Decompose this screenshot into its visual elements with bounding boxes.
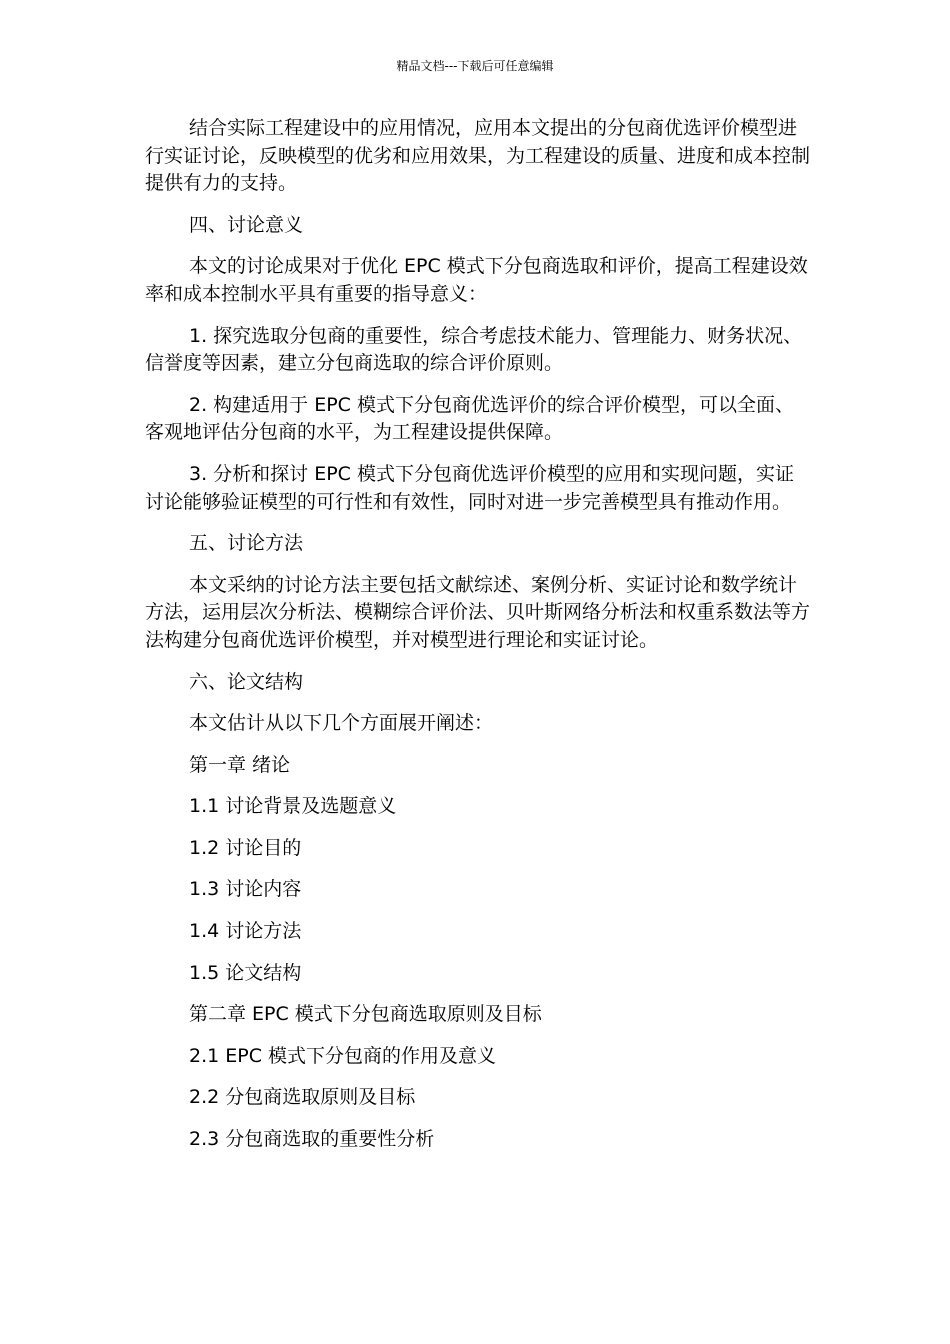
outline-item: 1.4 讨论方法 [189, 920, 302, 943]
intro-paragraph: 结合实际工程建设中的应用情况，应用本文提出的分包商优选评价模型进行实证讨论，反映模型的优劣和应用效果，为工程建设的质量、进度和成本控制提供有力的支持。 [145, 117, 811, 195]
section-heading-methods: 五、讨论方法 [189, 532, 304, 555]
section-heading-structure: 六、论文结构 [189, 670, 304, 693]
outline-item: 1.2 讨论目的 [189, 836, 302, 859]
page-header: 精品文档---下载后可任意编辑 [396, 59, 554, 73]
outline-item: 2.2 分包商选取原则及目标 [189, 1086, 416, 1109]
significance-intro: 本文的讨论成果对于优化 EPC 模式下分包商选取和评价，提高工程建设效率和成本控制水平具有重要的指导意义： [145, 255, 808, 305]
significance-point: 3. 分析和探讨 EPC 模式下分包商优选评价模型的应用和实现问题，实证讨论能够验证模型的可行性和有效性，同时对进一步完善模型具有推动作用。 [145, 462, 794, 513]
outline-list [145, 752, 810, 1154]
outline-item: 1.5 论文结构 [189, 961, 302, 984]
significance-point: 2. 构建适用于 EPC 模式下分包商优选评价的综合评价模型，可以全面、客观地评估分包商的水平，为工程建设提供保障。 [145, 393, 794, 444]
outline-item: 2.1 EPC 模式下分包商的作用及意义 [189, 1044, 497, 1067]
methods-paragraph: 本文采纳的讨论方法主要包括文献综述、案例分析、实证讨论和数学统计方法，运用层次分析法、模糊综合评价法、贝叶斯网络分析法和权重系数法等方法构建分包商优选评价模型，并对模型进行理论和实证讨论。 [145, 573, 811, 651]
outline-item: 2.3 分包商选取的重要性分析 [189, 1128, 435, 1151]
outline-item: 第一章 绪论 [189, 753, 291, 776]
outline-item: 1.3 讨论内容 [189, 878, 302, 901]
document-body [145, 115, 810, 1168]
outline-item: 第二章 EPC 模式下分包商选取原则及目标 [189, 1003, 542, 1026]
significance-point: 1. 探究选取分包商的重要性，综合考虑技术能力、管理能力、财务状况、信誉度等因素，建立分包商选取的综合评价原则。 [145, 324, 803, 375]
structure-intro: 本文估计从以下几个方面展开阐述： [189, 712, 494, 735]
section-heading-significance: 四、讨论意义 [189, 213, 304, 236]
outline-item: 1.1 讨论背景及选题意义 [189, 795, 397, 818]
